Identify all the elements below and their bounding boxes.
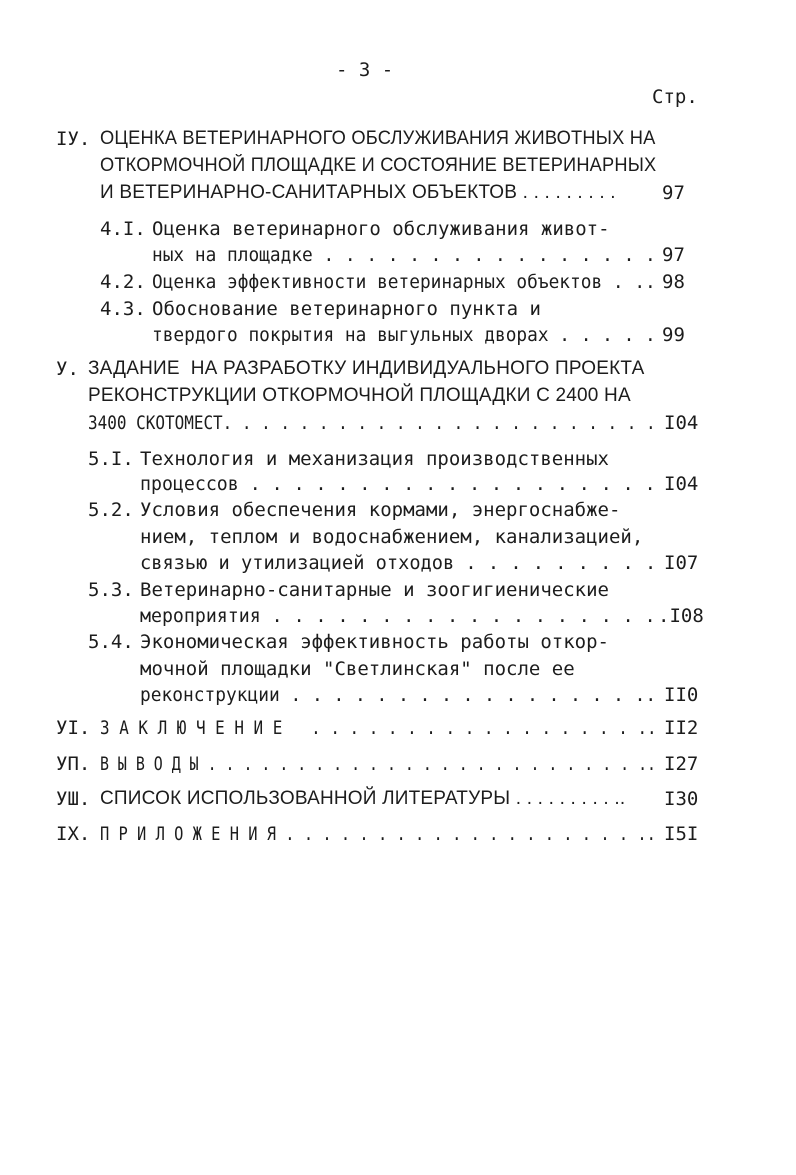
item-5-1-line-1: Технология и механизация производственных <box>140 448 609 470</box>
item-5-4-line-1: Экономическая эффективность работы откор- <box>140 631 609 653</box>
item-4-1-page: 97 <box>662 244 685 266</box>
item-5-3-line-1: Ветеринарно-санитарные и зоогигиенические <box>140 579 609 601</box>
item-4-2-line-1: Оценка эффективности ветеринарных объектов . .. <box>152 271 656 293</box>
item-5-4-line-3: реконструкции . . . . . . . . . . . . . . . . .. <box>140 684 657 706</box>
section-4-number: IУ. <box>56 128 91 150</box>
section-6-number: УI. <box>56 717 91 739</box>
item-4-1-line-2: ных на площадке . . . . . . . . . . . . . . . . <box>152 244 656 266</box>
item-5-2-line-3: связью и утилизацией отходов . . . . . . . . . <box>140 552 657 574</box>
section-5-title-line-2: РЕКОНСТРУКЦИИ ОТКОРМОЧНОЙ ПЛОЩАДКИ С 2400 НА <box>88 385 631 406</box>
item-5-2-line-2: нием, теплом и водоснабжением, канализацией, <box>140 526 644 548</box>
item-5-4-number: 5.4. <box>88 631 134 653</box>
section-5-number: У. <box>56 358 79 380</box>
section-9-title: П Р И Л О Ж Е Н И Я . . . . . . . . . . . . . . . . . . . .. <box>100 823 656 845</box>
section-4-title-line-3: И ВЕТЕРИНАРНО-САНИТАРНЫХ ОБЪЕКТОВ . . . . . . . . . <box>100 182 616 203</box>
page-number: - 3 - <box>336 59 394 81</box>
item-4-3-line-1: Обоснование ветеринарного пункта и <box>152 298 541 320</box>
item-5-1-page: I04 <box>664 473 699 495</box>
item-5-2-page: I07 <box>664 552 699 574</box>
section-4-page: 97 <box>662 182 685 204</box>
item-5-3-page: .I08 <box>658 605 704 627</box>
section-8-title: СПИСОК ИСПОЛЬЗОВАННОЙ ЛИТЕРАТУРЫ . . . . . . . . . .. <box>100 788 626 809</box>
section-7-title: В Ы В О Д Ы . . . . . . . . . . . . . . . . . . . . . . . . .. <box>100 753 657 775</box>
section-5-page: I04 <box>664 412 699 434</box>
section-8-number: УШ. <box>56 788 91 810</box>
section-4-title-line-1: ОЦЕНКА ВЕТЕРИНАРНОГО ОБСЛУЖИВАНИЯ ЖИВОТНЫХ НА <box>100 128 656 149</box>
item-4-3-page: 99 <box>662 324 685 346</box>
item-4-1-line-1: Оценка ветеринарного обслуживания живот- <box>152 218 610 240</box>
item-4-3-line-2: твердого покрытия на выгульных дворах . . . . . <box>152 324 656 346</box>
item-4-2-number: 4.2. <box>100 271 146 293</box>
item-5-2-number: 5.2. <box>88 499 134 521</box>
item-5-4-page: II0 <box>664 684 699 706</box>
section-9-number: IХ. <box>56 823 91 845</box>
section-6-title: З А К Л Ю Ч Е Н И Е . . . . . . . . . . . . . . . . . .. <box>100 717 657 739</box>
section-5-title-line-1: ЗАДАНИЕ НА РАЗРАБОТКУ ИНДИВИДУАЛЬНОГО ПРОЕКТА <box>88 358 645 379</box>
item-4-3-number: 4.3. <box>100 298 146 320</box>
item-4-1-number: 4.I. <box>100 218 146 240</box>
item-5-3-number: 5.3. <box>88 579 134 601</box>
section-5-title-line-3: 3400 СКОТОМЕСТ. . . . . . . . . . . . . . . . . . . . . . . <box>88 412 656 434</box>
section-9-page: I5I <box>664 823 699 845</box>
item-5-3-line-2: мероприятия . . . . . . . . . . . . . . . . . . <box>140 605 656 627</box>
item-5-1-line-2: процессов . . . . . . . . . . . . . . . . . . . <box>140 473 656 495</box>
page-column-header: Стр. <box>652 86 698 108</box>
section-8-page: I30 <box>664 788 699 810</box>
item-5-2-line-1: Условия обеспечения кормами, энергоснабже- <box>140 499 621 521</box>
item-5-1-number: 5.I. <box>88 448 134 470</box>
section-7-number: УП. <box>56 753 91 775</box>
section-6-page: II2 <box>664 717 699 739</box>
item-5-4-line-2: мочной площадки "Светлинская" после ее <box>140 658 575 680</box>
item-4-2-page: 98 <box>662 271 685 293</box>
section-7-page: I27 <box>664 753 699 775</box>
section-4-title-line-2: ОТКОРМОЧНОЙ ПЛОЩАДКЕ И СОСТОЯНИЕ ВЕТЕРИНАРНЫХ <box>100 155 657 176</box>
